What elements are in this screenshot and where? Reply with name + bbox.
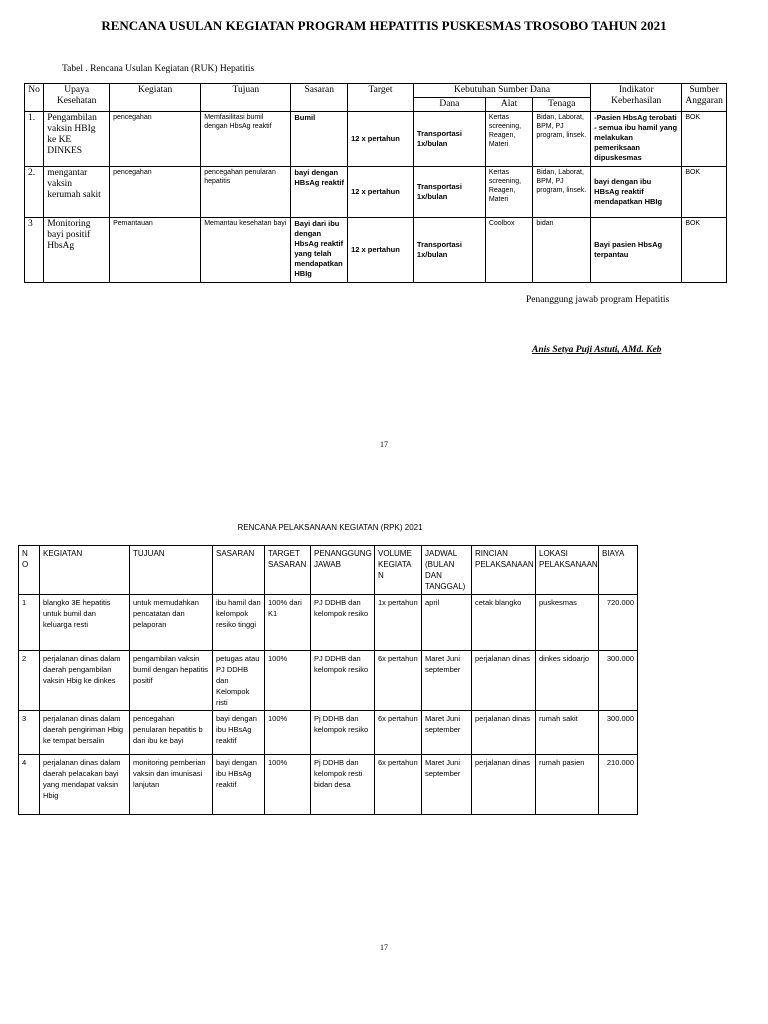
- ruk-header-no: No: [25, 84, 44, 112]
- rpk-cell-lokasi: rumah sakit: [536, 711, 599, 755]
- rpk-cell-volume: 1x pertahun: [375, 595, 422, 651]
- rpk-header-tujuan: TUJUAN: [130, 546, 213, 595]
- ruk-header-sumber: Sumber Anggaran: [682, 84, 727, 112]
- ruk-cell-dana: Transportasi 1x/bulan: [413, 112, 485, 167]
- ruk-cell-dana: Transportasi 1x/bulan: [413, 167, 485, 218]
- ruk-cell-sumber: BOK: [682, 167, 727, 218]
- rpk-cell-tujuan: untuk memudahkan pencatatan dan pelaporan: [130, 595, 213, 651]
- ruk-header-target: Target: [348, 84, 414, 112]
- ruk-cell-no: 1.: [25, 112, 44, 167]
- rpk-cell-no: 2: [19, 651, 40, 711]
- ruk-header-tujuan: Tujuan: [201, 84, 291, 112]
- rpk-cell-pj: Pj DDHB dan kelompok resiko: [311, 711, 375, 755]
- document-title: RENCANA USULAN KEGIATAN PROGRAM HEPATITIS PUSKESMAS TROSOBO TAHUN 2021: [101, 18, 667, 33]
- ruk-cell-no: 3: [25, 218, 44, 283]
- table-row: [25, 218, 727, 283]
- ruk-header-sasaran: Sasaran: [291, 84, 348, 112]
- ruk-cell-indikator: Bayi pasien HbsAg terpantau: [591, 218, 682, 283]
- rpk-cell-rincian: perjalanan dinas: [472, 711, 536, 755]
- ruk-cell-upaya: Pengambilan vaksin HBIg ke KE DINKES: [44, 112, 110, 167]
- rpk-cell-lokasi: puskesmas: [536, 595, 599, 651]
- rpk-cell-target: 100%: [265, 755, 311, 815]
- ruk-cell-indikator: bayi dengan ibu HBsAg reaktif mendapatkan HBIg: [591, 167, 682, 218]
- rpk-cell-tujuan: pengambilan vaksin bumil dengan hepatitis positif: [130, 651, 213, 711]
- rpk-cell-volume: 6x pertahun: [375, 755, 422, 815]
- rpk-table: [18, 545, 638, 815]
- ruk-cell-target: 12 x pertahun: [348, 218, 414, 283]
- table-row: [19, 711, 638, 755]
- rpk-cell-volume: 6x pertahun: [375, 651, 422, 711]
- rpk-cell-no: 3: [19, 711, 40, 755]
- ruk-header-kegiatan: Kegiatan: [110, 84, 201, 112]
- rpk-cell-sasaran: ibu hamil dan kelompok resiko tinggi: [213, 595, 265, 651]
- table-row: [25, 167, 727, 218]
- ruk-header-indikator: Indikator Keberhasilan: [591, 84, 682, 112]
- page-number: 17: [380, 943, 388, 952]
- ruk-cell-tenaga: bidan: [533, 218, 591, 283]
- ruk-cell-sasaran: Bumil: [291, 112, 348, 167]
- rpk-cell-kegiatan: perjalanan dinas dalam daerah pengambilan vaksin Hbig ke dinkes: [40, 651, 130, 711]
- rpk-cell-rincian: perjalanan dinas: [472, 651, 536, 711]
- table-row: [19, 595, 638, 651]
- ruk-header-alat: Alat: [485, 98, 533, 112]
- rpk-cell-jadwal: april: [422, 595, 472, 651]
- rpk-header-jadwal: JADWAL (BULAN DAN TANGGAL): [422, 546, 472, 595]
- rpk-cell-rincian: perjalanan dinas: [472, 755, 536, 815]
- ruk-cell-sumber: BOK: [682, 112, 727, 167]
- rpk-cell-tujuan: monitoring pemberian vaksin dan imunisasi lanjutan: [130, 755, 213, 815]
- rpk-cell-kegiatan: perjalanan dinas dalam daerah pelacakan bayi yang mendapat vaksin Hbig: [40, 755, 130, 815]
- rpk-cell-lokasi: rumah pasien: [536, 755, 599, 815]
- rpk-cell-rincian: cetak blangko: [472, 595, 536, 651]
- rpk-cell-sasaran: bayi dengan ibu HBsAg reaktif: [213, 711, 265, 755]
- rpk-cell-biaya: 300.000: [599, 651, 638, 711]
- rpk-header-volume: VOLUME KEGIATA N: [375, 546, 422, 595]
- table-row: [19, 755, 638, 815]
- ruk-cell-dana: Transportasi 1x/bulan: [413, 218, 485, 283]
- table-row: [19, 651, 638, 711]
- ruk-cell-indikator: -Pasien HbsAg terobati - semua ibu hamil yang melakukan pemeriksaan dipuskesmas: [591, 112, 682, 167]
- signature-name: Anis Setya Puji Astuti, AMd. Keb: [532, 345, 662, 355]
- page-number: 17: [380, 440, 388, 449]
- rpk-cell-target: 100% dari K1: [265, 595, 311, 651]
- rpk-cell-biaya: 210.000: [599, 755, 638, 815]
- ruk-header-row: [25, 84, 727, 98]
- rpk-header-lokasi: LOKASI PELAKSANAAN: [536, 546, 599, 595]
- rpk-cell-pj: PJ DDHB dan kelompok resiko: [311, 651, 375, 711]
- rpk-cell-kegiatan: blangko 3E hepatitis untuk bumil dan keluarga resti: [40, 595, 130, 651]
- ruk-cell-upaya: mengantar vaksin kerumah sakit: [44, 167, 110, 218]
- rpk-header-no: N O: [19, 546, 40, 595]
- rpk-cell-lokasi: dinkes sidoarjo: [536, 651, 599, 711]
- ruk-cell-tujuan: Memfasilitasi bumil dengan HbsAg reaktif: [201, 112, 291, 167]
- rpk-header-kegiatan: KEGIATAN: [40, 546, 130, 595]
- rpk-cell-kegiatan: perjalanan dinas dalam daerah pengiriman Hbig ke tempat bersalin: [40, 711, 130, 755]
- rpk-cell-volume: 6x pertahun: [375, 711, 422, 755]
- rpk-cell-biaya: 720.000: [599, 595, 638, 651]
- signature-role: Penanggung jawab program Hepatitis: [526, 295, 670, 305]
- rpk-cell-tujuan: pencegahan penularan hepatitis b dari ibu ke bayi: [130, 711, 213, 755]
- rpk-title: RENCANA PELAKSANAAN KEGIATAN (RPK) 2021: [237, 523, 423, 532]
- ruk-cell-alat: Kertas screening, Reagen, Materi: [485, 112, 533, 167]
- ruk-cell-sasaran: Bayi dari ibu dengan HbsAg reaktif yang telah mendapatkan HBIg: [291, 218, 348, 283]
- rpk-cell-target: 100%: [265, 651, 311, 711]
- rpk-header-sasaran: SASARAN: [213, 546, 265, 595]
- ruk-cell-upaya: Monitoring bayi positif HbsAg: [44, 218, 110, 283]
- ruk-cell-sasaran: bayi dengan HBsAg reaktif: [291, 167, 348, 218]
- ruk-cell-no: 2.: [25, 167, 44, 218]
- ruk-cell-kegiatan: pencegahan: [110, 112, 201, 167]
- ruk-cell-tenaga: Bidan, Laborat, BPM, PJ program, linsek.: [533, 112, 591, 167]
- ruk-cell-alat: Coolbox: [485, 218, 533, 283]
- ruk-header-upaya: Upaya Kesehatan: [44, 84, 110, 112]
- rpk-cell-sasaran: petugas atau PJ DDHB dan Kelompok risti: [213, 651, 265, 711]
- rpk-cell-sasaran: bayi dengan ibu HBsAg reaktif: [213, 755, 265, 815]
- ruk-cell-tenaga: Bidan, Laborat, BPM, PJ program, linsek.: [533, 167, 591, 218]
- rpk-cell-no: 4: [19, 755, 40, 815]
- ruk-header-dana: Dana: [413, 98, 485, 112]
- rpk-cell-jadwal: Maret Juni september: [422, 755, 472, 815]
- ruk-cell-kegiatan: Pemantauan: [110, 218, 201, 283]
- rpk-cell-jadwal: Maret Juni september: [422, 651, 472, 711]
- rpk-cell-target: 100%: [265, 711, 311, 755]
- ruk-cell-target: 12 x pertahun: [348, 167, 414, 218]
- ruk-header-tenaga: Tenaga: [533, 98, 591, 112]
- ruk-header-kebutuhan: Kebutuhan Sumber Dana: [413, 84, 590, 98]
- rpk-header-rincian: RINCIAN PELAKSANAAN: [472, 546, 536, 595]
- ruk-cell-target: 12 x pertahun: [348, 112, 414, 167]
- table-caption: Tabel . Rencana Usulan Kegiatan (RUK) Hepatitis: [62, 64, 255, 74]
- rpk-cell-pj: Pj DDHB dan kelompok resti bidan desa: [311, 755, 375, 815]
- ruk-cell-alat: Kertas screening, Reagen, Materi: [485, 167, 533, 218]
- ruk-cell-sumber: BOK: [682, 218, 727, 283]
- rpk-cell-pj: PJ DDHB dan kelompok resiko: [311, 595, 375, 651]
- ruk-cell-tujuan: Memantau kesehatan bayi: [201, 218, 291, 283]
- rpk-cell-jadwal: Maret Juni september: [422, 711, 472, 755]
- rpk-header-row: [19, 546, 638, 595]
- table-row: [25, 112, 727, 167]
- ruk-cell-kegiatan: pencegahan: [110, 167, 201, 218]
- rpk-header-biaya: BIAYA: [599, 546, 638, 595]
- rpk-header-target: TARGET SASARAN: [265, 546, 311, 595]
- rpk-cell-no: 1: [19, 595, 40, 651]
- rpk-header-pj: PENANGGUNG JAWAB: [311, 546, 375, 595]
- ruk-table: [24, 83, 727, 283]
- rpk-cell-biaya: 300.000: [599, 711, 638, 755]
- ruk-cell-tujuan: pencegahan penularan hepatitis: [201, 167, 291, 218]
